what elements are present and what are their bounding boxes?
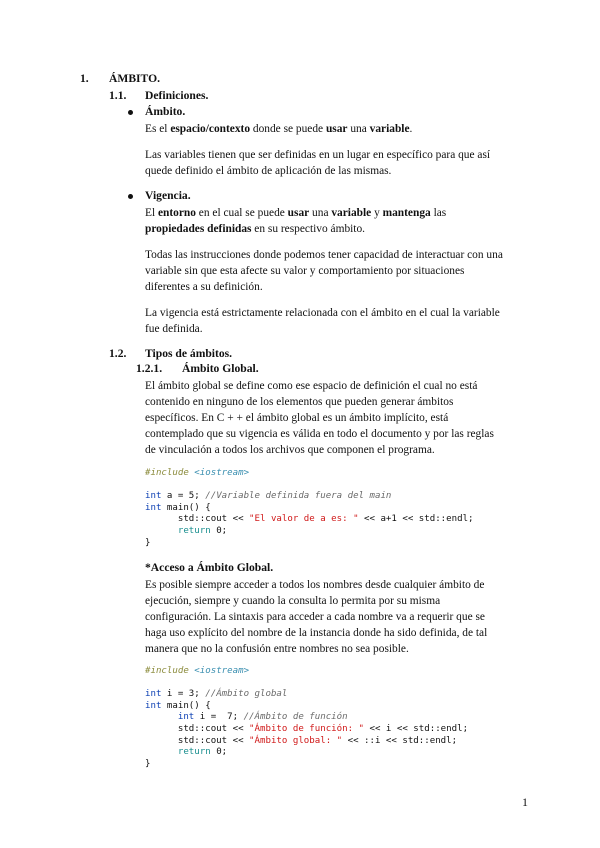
bullet-vigencia [128,194,133,199]
heading-1-title: ÁMBITO. [109,72,160,85]
ambito-paragraph: Las variables tienen que ser definidas en un lugar en específico para que así quede definido el ámbito de aplicación de las mismas. [145,149,491,177]
heading-1-1-title: Definiciones. [145,89,209,102]
heading-1-2-title: Tipos de ámbitos. [145,347,233,360]
vigencia-definition: El entorno en el cual se puede usar una variable y mantenga las propiedades definidas en su respectivo ámbito. [145,207,447,235]
global-paragraph: El ámbito global se define como ese espacio de definición el cual no está contenido en ninguno de los elementos que pueden generar ámbitos específicos. En C + + el ámbito global es un ámbito implícito, está contemplado que su vigencia es válida en todo el documento y por las reglas de vinculación a todos los archivos que componen el programa. [145,380,494,456]
ambito-title: Ámbito. [145,105,186,118]
heading-1-2-number: 1.2. [109,347,127,360]
vigencia-title: Vigencia. [145,189,191,202]
bullet-ambito [128,110,133,115]
acceso-title: *Acceso a Ámbito Global. [145,561,274,574]
vigencia-paragraph-1: Todas las instrucciones donde podemos tener capacidad de interactuar con una variable sin que esta afecte su valor y comportamiento por situaciones diferentes a su definición. [145,249,503,293]
code-block-2: #include <iostream> int i = 3; //Ámbito global int main() { int i = 7; //Ámbito de función std::cout << "Ámbito de función: " << i << std::endl; std::cout << "Ámbito global: " << ::i << std::endl; return 0; } [145,666,469,769]
acceso-paragraph: Es posible siempre acceder a todos los nombres desde cualquier ámbito de ejecución, siempre y cuando la consulta lo permita por su misma configuración. La sintaxis para acceder a cada nombre va a requerir que se haga uso explícito del nombre de la instancia donde ha sido definida, de tal manera que no la confusión entre nombres no sea posible. [145,579,488,655]
code-block-1: #include <iostream> int a = 5; //Variable definida fuera del main int main() { std::cout << "El valor de a es: " << a+1 << std::endl; return 0; } [145,468,474,548]
heading-1-1-number: 1.1. [109,89,127,102]
vigencia-paragraph-2: La vigencia está estrictamente relacionada con el ámbito en el cual la variable fue definida. [145,307,500,335]
page-number: 1 [522,795,528,809]
heading-1-2-1-title: Ámbito Global. [182,362,259,375]
ambito-definition: Es el espacio/contexto donde se puede usar una variable. [145,123,413,135]
heading-1-2-1-number: 1.2.1. [136,362,163,375]
heading-1-number: 1. [80,72,89,85]
